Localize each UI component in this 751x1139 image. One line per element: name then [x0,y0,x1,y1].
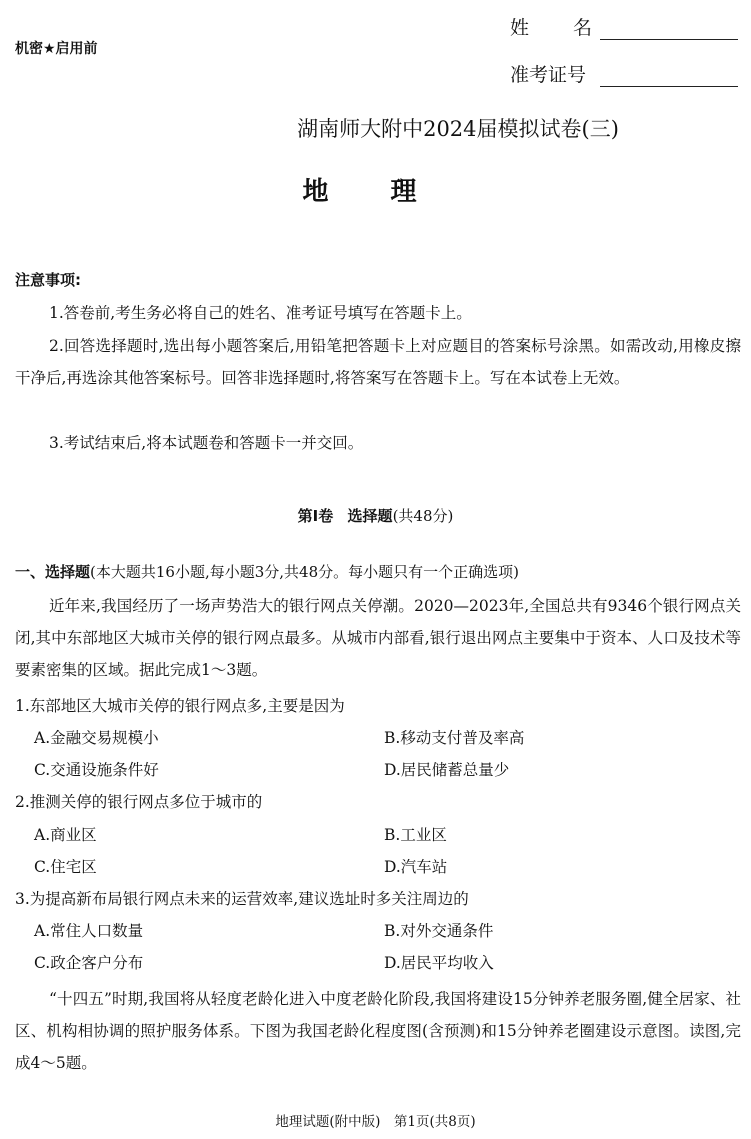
confidential-label: 机密★启用前 [15,41,98,57]
section-title: 选择题 [347,507,393,525]
name-field [510,13,738,40]
part-heading [15,561,519,582]
exam-id-label: 准考证号 [510,64,587,86]
q2-option-d: D.汽车站 [384,858,448,876]
q1-option-a: A.金融交易规模小 [34,729,159,747]
q3-option-d: D.居民平均收入 [384,954,494,972]
exam-title: 湖南师大附中2024届模拟试卷(三) [297,117,619,141]
section-heading [0,505,751,526]
q2-option-c: C.住宅区 [34,858,97,876]
question-1-stem: 1.东部地区大城市关停的银行网点多,主要是因为 [15,697,345,715]
q2-option-b: B.工业区 [384,826,447,844]
exam-id-blank-line [600,66,738,87]
section-score: (共48分) [392,507,454,525]
q1-option-c: C.交通设施条件好 [34,761,159,779]
part-instructions: (本大题共16小题,每小题3分,共48分。每小题只有一个正确选项) [90,563,519,581]
subject-title: 地理 [302,177,479,207]
name-blank-line [600,19,738,40]
exam-id-field [510,60,738,87]
q1-option-d: D.居民储蓄总量少 [384,761,510,779]
notice-heading: 注意事项: [15,271,81,289]
notice-item-2: 2.回答选择题时,选出每小题答案后,用铅笔把答题卡上对应题目的答案标号涂黑。如需改动,用橡皮擦干净后,再选涂其他答案标号。回答非选择题时,将答案写在答题卡上。写在本试卷上无效。 [15,337,741,387]
section-label: 第Ⅰ卷 [297,507,334,525]
passage-2: “十四五”时期,我国将从轻度老龄化进入中度老龄化阶段,我国将建设15分钟养老服务圈,健全居家、社区、机构相协调的照护服务体系。下图为我国老龄化程度图(含预测)和15分钟养老圈建设示意图。读图,完成4～5题。 [15,990,741,1072]
q2-option-a: A.商业区 [34,826,97,844]
page-footer: 地理试题(附中版) 第1页(共8页) [275,1114,476,1130]
part-heading-label: 一、选择题 [15,563,91,581]
notice-item-3: 3.考试结束后,将本试题卷和答题卡一并交回。 [49,434,364,452]
question-2-stem: 2.推测关停的银行网点多位于城市的 [15,793,263,811]
q3-option-a: A.常住人口数量 [34,922,144,940]
notice-item-1: 1.答卷前,考生务必将自己的姓名、准考证号填写在答题卡上。 [49,304,472,322]
question-3-stem: 3.为提高新布局银行网点未来的运营效率,建议选址时多关注周边的 [15,890,469,908]
name-label: 姓名 [510,17,637,39]
q1-option-b: B.移动支付普及率高 [384,729,525,747]
q3-option-c: C.政企客户分布 [34,954,144,972]
q3-option-b: B.对外交通条件 [384,922,494,940]
passage-1: 近年来,我国经历了一场声势浩大的银行网点关停潮。2020—2023年,全国总共有9346个银行网点关闭,其中东部地区大城市关停的银行网点最多。从城市内部看,银行退出网点主要集中于资本、人口及技术等要素密集的区域。据此完成1～3题。 [15,597,741,679]
